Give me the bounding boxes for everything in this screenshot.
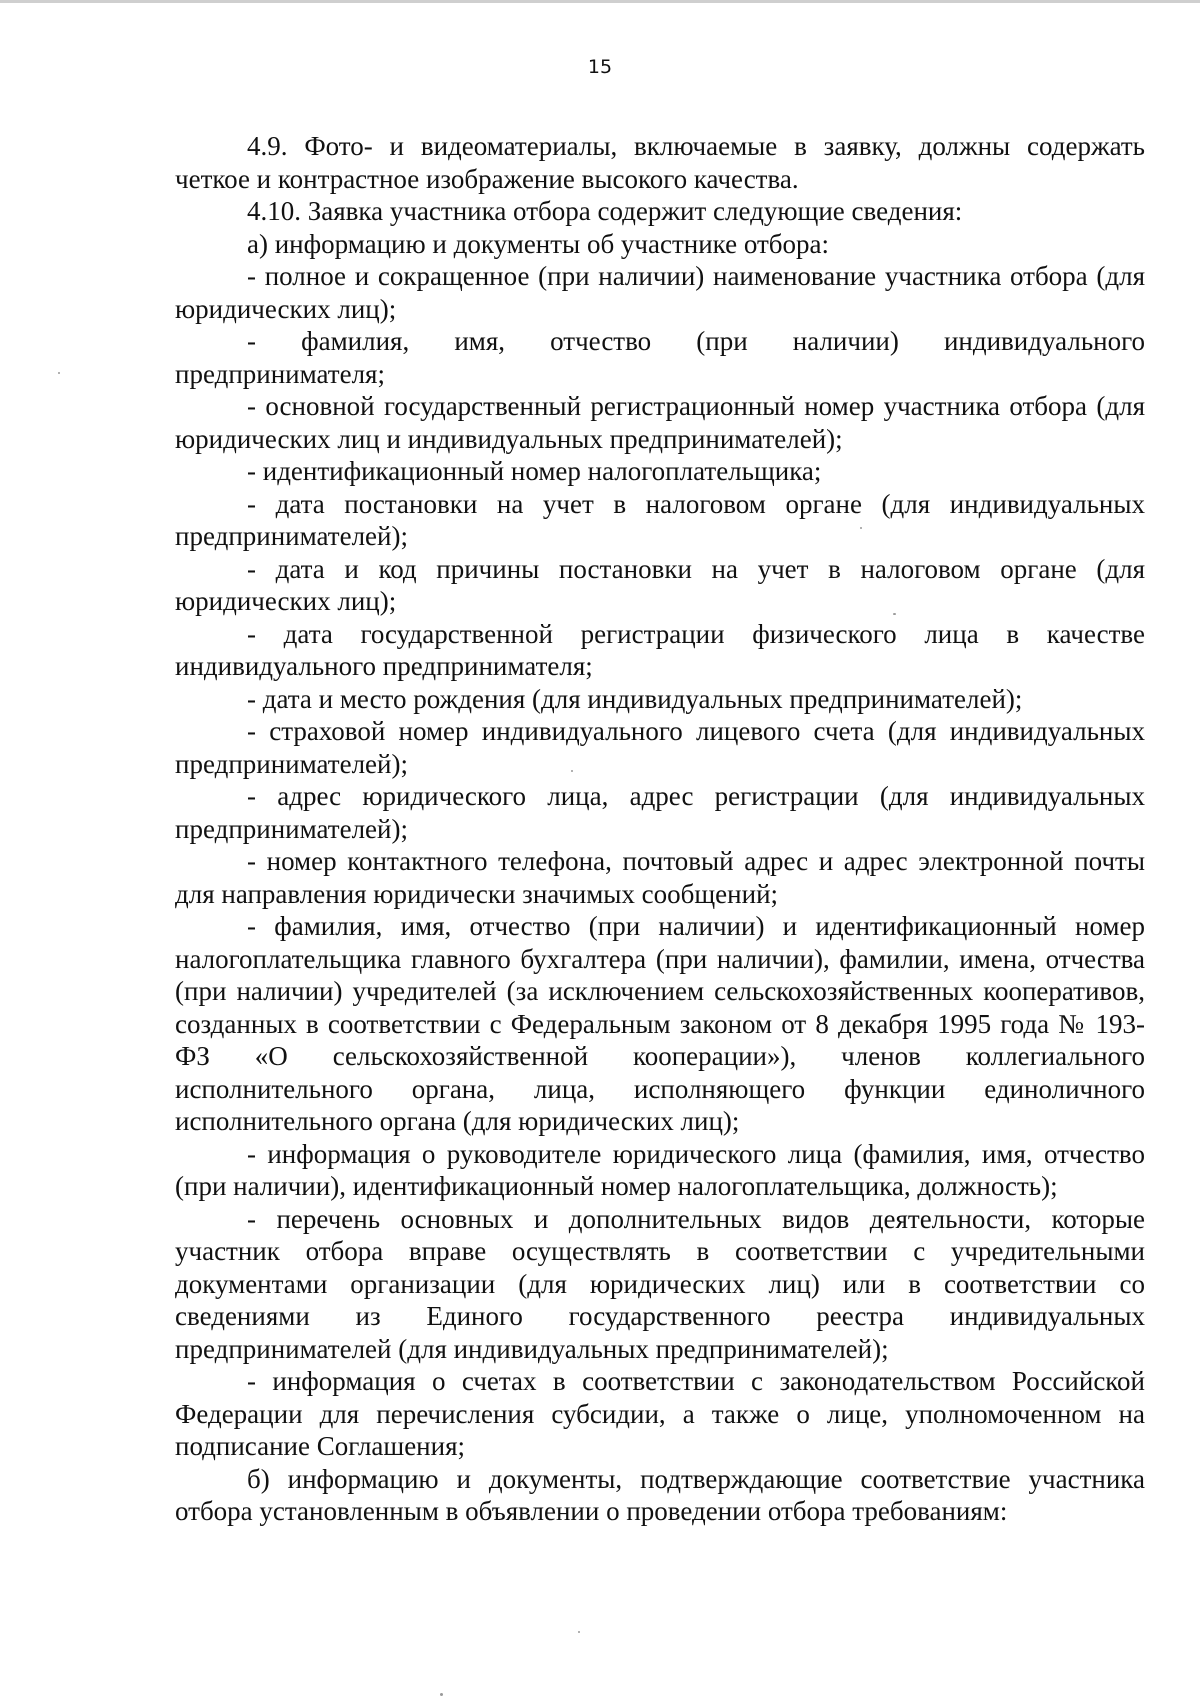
list-item: - перечень основных и дополнительных видов деятельности, которые участник отбора вправе осуществлять в соответствии с учредительными документами организации (для юридических лиц) или в соответствии со сведениями из Единого государственного реестра индивидуальных предпринимателей (для индивидуальных предпринимателей); xyxy=(175,1203,1145,1364)
list-item: - информация о счетах в соответствии с законодательством Российской Федерации для перечисления субсидии, а также о лице, уполномоченном на подписание Соглашения; xyxy=(175,1366,1145,1461)
paragraph-4-10: 4.10. Заявка участника отбора содержит следующие сведения: xyxy=(247,196,963,226)
list-item: - основной государственный регистрационный номер участника отбора (для юридических лиц и индивидуальных предпринимателей); xyxy=(175,391,1145,454)
list-item: - фамилия, имя, отчество (при наличии) индивидуального предпринимателя; xyxy=(175,326,1145,389)
scan-top-edge xyxy=(0,0,1200,3)
page-number: 15 xyxy=(587,56,613,78)
subsection-b: б) информацию и документы, подтверждающие соответствие участника отбора установленным в объявлении о проведении отбора требованиям: xyxy=(175,1463,1145,1526)
paragraph-4-9: 4.9. Фото- и видеоматериалы, включаемые в заявку, должны содержать четкое и контрастное изображение высокого качества. xyxy=(175,131,1145,194)
list-item: - дата и код причины постановки на учет в налоговом органе (для юридических лиц); xyxy=(175,553,1145,616)
list-item: - дата и место рождения (для индивидуальных предпринимателей); xyxy=(247,683,1023,714)
scan-speck xyxy=(578,1631,580,1633)
list-item: - номер контактного телефона, почтовый адрес и адрес электронной почты для направления юридически значимых сообщений; xyxy=(175,846,1145,909)
scan-speck xyxy=(58,372,60,374)
list-item: - адрес юридического лица, адрес регистрации (для индивидуальных предпринимателей); xyxy=(175,781,1145,844)
document-body xyxy=(175,130,1145,1528)
list-item: - полное и сокращенное (при наличии) наименование участника отбора (для юридических лиц); xyxy=(175,261,1145,324)
subsection-a: а) информацию и документы об участнике отбора: xyxy=(247,228,830,259)
scan-speck xyxy=(571,770,573,772)
list-item: - информация о руководителе юридического лица (фамилия, имя, отчество (при наличии), идентификационный номер налогоплательщика, должность); xyxy=(175,1138,1145,1201)
scan-speck xyxy=(860,527,862,529)
list-item: - дата постановки на учет в налоговом органе (для индивидуальных предпринимателей); xyxy=(175,488,1145,551)
scan-speck xyxy=(440,1693,443,1696)
scan-speck xyxy=(893,613,896,615)
list-item: - фамилия, имя, отчество (при наличии) и идентификационный номер налогоплательщика главного бухгалтера (при наличии), фамилии, имена, отчества (при наличии) учредителей (за исключением сельскохозяйственных кооперативов, созданных в соответствии с Федеральным законом от 8 декабря 1995 года № 193-ФЗ «О сельскохозяйственной кооперации»), членов коллегиального исполнительного органа, лица, исполняющего функции единоличного исполнительного органа (для юридических лиц); xyxy=(175,911,1145,1136)
list-item: - дата государственной регистрации физического лица в качестве индивидуального предпринимателя; xyxy=(175,618,1145,681)
list-item: - идентификационный номер налогоплательщика; xyxy=(247,456,822,486)
list-item: - страховой номер индивидуального лицевого счета (для индивидуальных предпринимателей); xyxy=(175,716,1145,779)
